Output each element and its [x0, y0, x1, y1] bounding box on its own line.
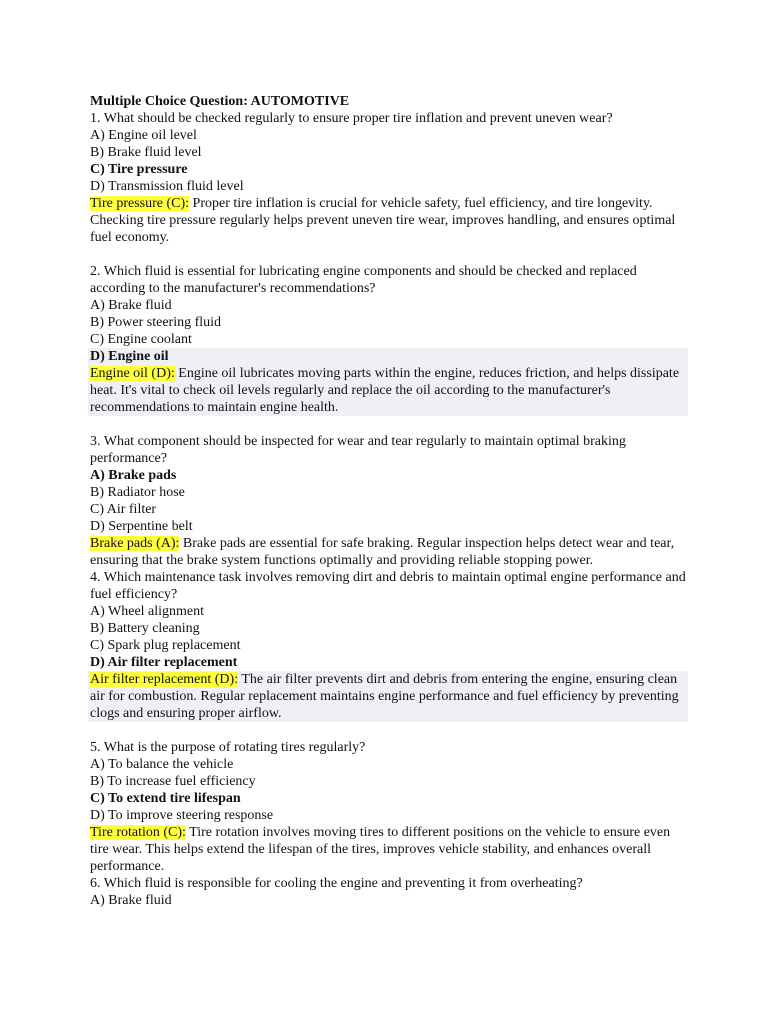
option: B) Radiator hose	[90, 485, 185, 500]
correct-option: C) To extend tire lifespan	[90, 791, 241, 806]
option: A) Wheel alignment	[90, 604, 205, 619]
explanation-text: Proper tire inflation is crucial for vehicle safety, fuel efficiency, and tire longevity. Checking tire pressure regularly helps prevent uneven tire wear, improves handling, and ensures optimal fuel economy.	[90, 196, 676, 245]
question-block-1	[90, 110, 682, 246]
question-text: 1. What should be checked regularly to ensure proper tire inflation and prevent uneven wear?	[90, 111, 613, 126]
shaded-answer-region	[88, 348, 688, 416]
page-title: Multiple Choice Question: AUTOMOTIVE	[90, 94, 350, 109]
option: B) Power steering fluid	[90, 315, 222, 330]
answer-explanation	[90, 824, 688, 875]
correct-option: A) Brake pads	[90, 468, 177, 483]
answer-explanation	[90, 671, 682, 722]
question-block-2	[90, 263, 682, 416]
answer-label: Brake pads (A):	[90, 536, 180, 551]
option: A) To balance the vehicle	[90, 757, 234, 772]
answer-label: Tire rotation (C):	[90, 825, 186, 840]
question-text: 5. What is the purpose of rotating tires regularly?	[90, 740, 366, 755]
explanation-text: The air filter prevents dirt and debris from entering the engine, ensuring clean air for combustion. Regular replacement maintains engine performance and fuel efficiency by preventing clogs and ensuring proper airflow.	[90, 672, 679, 721]
option: C) Spark plug replacement	[90, 638, 241, 653]
correct-option: C) Tire pressure	[90, 162, 188, 177]
option: A) Brake fluid	[90, 298, 172, 313]
question-text: 6. Which fluid is responsible for cooling the engine and preventing it from overheating?	[90, 876, 583, 891]
question-text: 2. Which fluid is essential for lubricating engine components and should be checked and replaced according to the manufacturer's recommendations?	[90, 264, 637, 296]
explanation-text: Brake pads are essential for safe braking. Regular inspection helps detect wear and tear, ensuring that the brake system functions optimally and providing reliable stopping power.	[90, 536, 675, 568]
answer-explanation	[90, 365, 682, 416]
option: D) Serpentine belt	[90, 519, 193, 534]
answer-label: Tire pressure (C):	[90, 196, 190, 211]
option: D) Transmission fluid level	[90, 179, 244, 194]
answer-label: Air filter replacement (D):	[90, 672, 239, 687]
answer-label: Engine oil (D):	[90, 366, 175, 381]
option: A) Engine oil level	[90, 128, 197, 143]
option: B) Brake fluid level	[90, 145, 202, 160]
shaded-answer-region	[88, 671, 688, 722]
option: A) Brake fluid	[90, 893, 172, 908]
explanation-text: Engine oil lubricates moving parts within the engine, reduces friction, and helps dissipate heat. It's vital to check oil levels regularly and replace the oil according to the manufacturer's recommendations to maintain engine health.	[90, 366, 680, 415]
question-block-3	[90, 433, 682, 569]
spacer	[90, 246, 682, 263]
question-text: 4. Which maintenance task involves removing dirt and debris to maintain optimal engine performance and fuel efficiency?	[90, 570, 686, 602]
option: B) To increase fuel efficiency	[90, 774, 256, 789]
spacer	[90, 722, 682, 739]
option: C) Air filter	[90, 502, 157, 517]
document-content	[90, 93, 686, 909]
correct-option: D) Air filter replacement	[90, 655, 238, 670]
answer-explanation	[90, 535, 688, 569]
answer-explanation	[90, 195, 688, 246]
option: D) To improve steering response	[90, 808, 274, 823]
option: C) Engine coolant	[90, 332, 192, 347]
correct-option: D) Engine oil	[90, 349, 169, 364]
spacer	[90, 416, 682, 433]
explanation-text: Tire rotation involves moving tires to different positions on the vehicle to ensure even tire wear. This helps extend the lifespan of the tires, improves vehicle stability, and enhances overall performance.	[90, 825, 671, 874]
question-text: 3. What component should be inspected for wear and tear regularly to maintain optimal braking performance?	[90, 434, 626, 466]
question-block-4	[90, 569, 686, 722]
question-block-6	[90, 875, 682, 909]
option: B) Battery cleaning	[90, 621, 200, 636]
question-block-5	[90, 739, 682, 875]
